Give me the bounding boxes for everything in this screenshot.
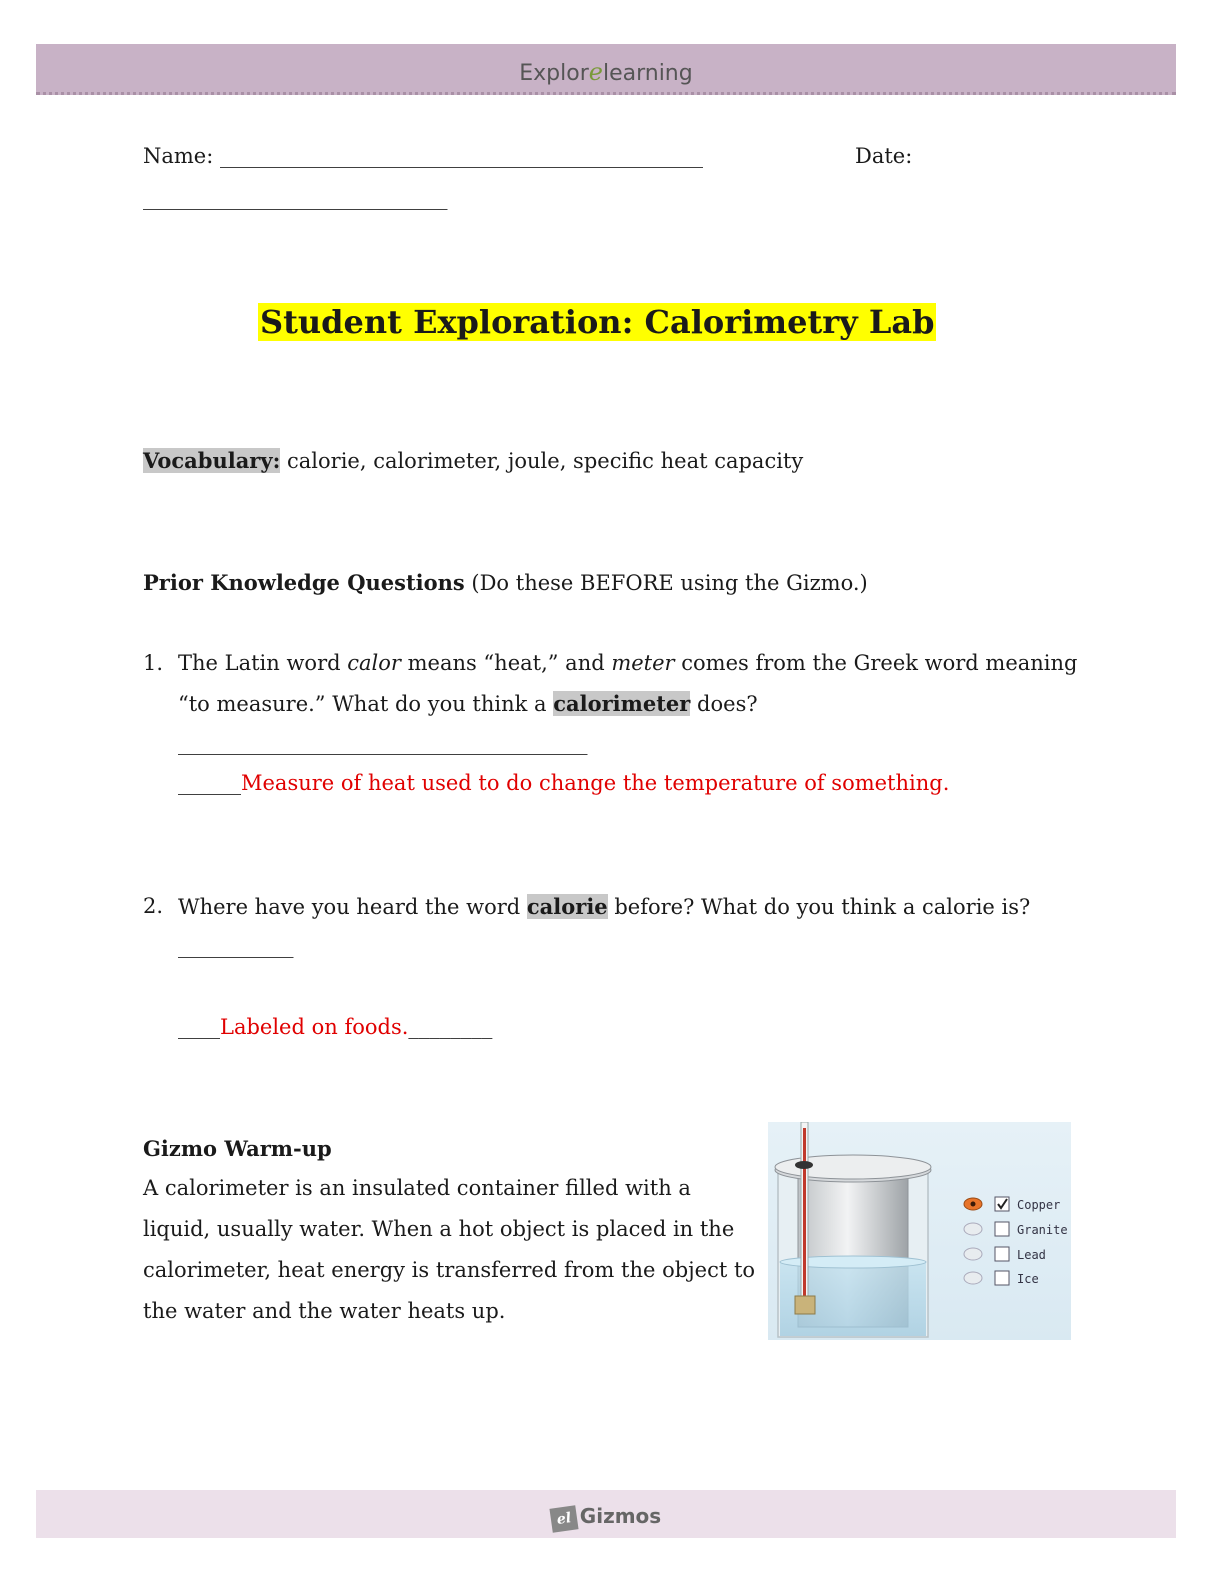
name-label: Name: bbox=[143, 144, 214, 168]
radio-icon-lead bbox=[964, 1248, 982, 1260]
question-1-line-1: The Latin word calor means “heat,” and meter comes from the Greek word meaning bbox=[178, 651, 1078, 675]
name-line bbox=[143, 144, 703, 168]
page-title: Student Exploration: Calorimetry Lab bbox=[260, 303, 935, 341]
warmup-text-line: calorimeter, heat energy is transferred from the object to bbox=[143, 1258, 756, 1282]
question-1-number: 1. bbox=[143, 651, 164, 675]
date-blank: _____________________________ bbox=[143, 186, 448, 210]
checkbox-lead bbox=[995, 1247, 1009, 1261]
answer-1-text: Measure of heat used to do change the temperature of something. bbox=[241, 771, 950, 795]
checkbox-ice bbox=[995, 1271, 1009, 1285]
gizmos-logo: el Gizmos bbox=[36, 1504, 1176, 1531]
option-label-lead: Lead bbox=[1017, 1248, 1046, 1262]
term-calorimeter: calorimeter bbox=[553, 691, 691, 716]
answer-2-text: Labeled on foods. bbox=[220, 1015, 409, 1039]
prior-knowledge-heading: Prior Knowledge Questions (Do these BEFORE using the Gizmo.) bbox=[143, 570, 868, 595]
name-blank: ______________________________________________ bbox=[220, 144, 703, 168]
warmup-text-line: liquid, usually water. When a hot object is placed in the bbox=[143, 1217, 735, 1241]
explorelearning-logo: Explorelearning bbox=[519, 58, 693, 86]
option-label-copper: Copper bbox=[1017, 1198, 1061, 1212]
question-2-line-1: Where have you heard the word calorie before? What do you think a calorie is? bbox=[178, 894, 1031, 919]
checkbox-granite bbox=[995, 1222, 1009, 1236]
radio-icon-copper bbox=[964, 1198, 982, 1210]
question-2-answer: ____Labeled on foods.________ bbox=[178, 1015, 493, 1039]
warmup-text-line: the water and the water heats up. bbox=[143, 1299, 506, 1323]
gizmos-badge-icon: el bbox=[549, 1505, 578, 1532]
term-calorie: calorie bbox=[526, 894, 608, 919]
question-2-number: 2. bbox=[143, 894, 164, 918]
question-1-line-2: “to measure.” What do you think a calorimeter does? bbox=[178, 691, 758, 716]
date-label: Date: bbox=[855, 144, 913, 168]
footer-band bbox=[36, 1490, 1176, 1538]
vocabulary-label: Vocabulary: bbox=[143, 448, 281, 473]
radio-icon-granite bbox=[964, 1223, 982, 1235]
header-band bbox=[36, 44, 1176, 95]
calorimeter-gizmo-image bbox=[768, 1122, 1071, 1340]
radio-icon-ice bbox=[964, 1272, 982, 1284]
warmup-text-line: A calorimeter is an insulated container filled with a bbox=[143, 1176, 691, 1200]
prior-knowledge-note: (Do these BEFORE using the Gizmo.) bbox=[471, 571, 868, 595]
option-label-granite: Granite bbox=[1017, 1223, 1068, 1237]
question-1-answer: ______Measure of heat used to do change the temperature of something. bbox=[178, 771, 950, 795]
option-label-ice: Ice bbox=[1017, 1272, 1039, 1286]
calorimeter-illustration bbox=[768, 1122, 1071, 1340]
question-2-blank: ___________ bbox=[178, 934, 294, 958]
question-1-blank: _______________________________________ bbox=[178, 731, 588, 755]
gizmo-warmup-heading: Gizmo Warm-up bbox=[143, 1136, 332, 1161]
vocabulary-line bbox=[143, 448, 803, 473]
vocabulary-terms: calorie, calorimeter, joule, specific heat capacity bbox=[287, 449, 804, 473]
